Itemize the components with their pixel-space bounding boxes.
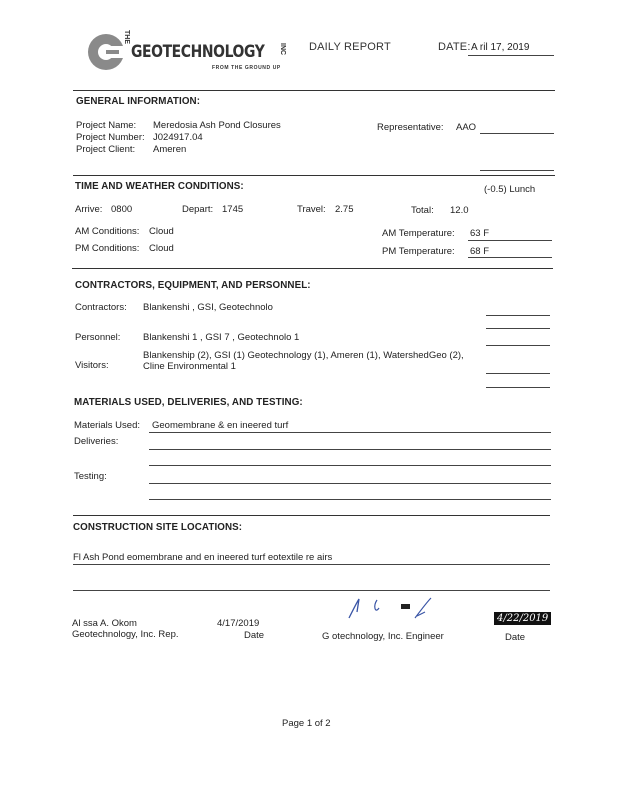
deliveries-line [149, 449, 551, 450]
blank-line [486, 373, 550, 374]
arrive-value: 0800 [111, 204, 133, 215]
materials-label: Materials Used: [74, 420, 140, 431]
project-name-value: Meredosia Ash Pond Closures [153, 120, 281, 131]
blank-line [486, 315, 550, 316]
blank-line [480, 170, 554, 171]
depart-value: 1745 [222, 204, 244, 215]
travel-value: 2.75 [335, 204, 354, 215]
lunch-note: (-0.5) Lunch [484, 184, 536, 195]
total-value: 12.0 [450, 205, 469, 216]
project-client-value: Ameren [153, 144, 187, 155]
project-number-value: J024917.04 [153, 132, 203, 143]
contractors-label: Contractors: [75, 302, 127, 313]
engineer-date-handwritten: 4/22/2019 [494, 612, 551, 625]
engineer-signature [345, 596, 435, 622]
am-temp-value: 63 F [470, 228, 490, 239]
testing-line [149, 483, 551, 484]
section-heading-contractors: CONTRACTORS, EQUIPMENT, AND PERSONNEL: [75, 280, 311, 291]
travel-label: Travel: [297, 204, 326, 215]
representative-underline [480, 133, 554, 134]
location-underline [73, 590, 550, 591]
rep-name: Al ssa A. Okom [72, 618, 137, 629]
date-label: DATE: [438, 41, 471, 53]
company-logo [86, 28, 286, 78]
project-client-label: Project Client: [76, 144, 136, 155]
logo-vertical-text: THE [123, 30, 130, 44]
logo-suffix: INC [279, 43, 286, 56]
divider [73, 515, 550, 516]
materials-underline [149, 432, 551, 433]
am-conditions-value: Cloud [149, 226, 174, 237]
engineer-date-caption: Date [505, 632, 526, 643]
project-name-label: Project Name: [76, 120, 137, 131]
visitors-value-line1: Blankenship (2), GSI (1) Geotechnology (1), Ameren (1), WatershedGeo (2), [143, 350, 464, 361]
pm-conditions-value: Cloud [149, 243, 174, 254]
blank-line [486, 328, 550, 329]
visitors-label: Visitors: [75, 360, 109, 371]
pm-temp-underline [468, 257, 552, 258]
arrive-label: Arrive: [75, 204, 103, 215]
location-underline [73, 564, 550, 565]
deliveries-label: Deliveries: [74, 436, 119, 447]
section-heading-materials: MATERIALS USED, DELIVERIES, AND TESTING: [74, 397, 303, 408]
divider [73, 175, 555, 176]
logo-mark [86, 30, 126, 74]
testing-label: Testing: [74, 471, 107, 482]
testing-line [149, 499, 551, 500]
page-number: Page 1 of 2 [282, 718, 331, 729]
report-title: DAILY REPORT [309, 41, 391, 53]
pm-conditions-label: PM Conditions: [75, 243, 140, 254]
total-label: Total: [411, 205, 434, 216]
depart-label: Depart: [182, 204, 214, 215]
section-heading-general: GENERAL INFORMATION: [76, 96, 201, 107]
deliveries-line [149, 465, 551, 466]
rep-date-caption: Date [244, 630, 265, 641]
personnel-label: Personnel: [75, 332, 121, 343]
am-temp-label: AM Temperature: [382, 228, 455, 239]
project-number-label: Project Number: [76, 132, 145, 143]
location-entry: Fl Ash Pond eomembrane and en ineered turf eotextile re airs [73, 552, 333, 563]
section-heading-weather: TIME AND WEATHER CONDITIONS: [75, 181, 244, 192]
date-value: A ril 17, 2019 [471, 42, 530, 53]
personnel-value: Blankenshi 1 , GSI 7 , Geotechnolo 1 [143, 332, 300, 343]
materials-value: Geomembrane & en ineered turf [152, 420, 289, 431]
logo-tagline: FROM THE GROUND UP [212, 65, 281, 71]
section-heading-locations: CONSTRUCTION SITE LOCATIONS: [73, 522, 243, 533]
pm-temp-label: PM Temperature: [382, 246, 455, 257]
contractors-value: Blankenshi , GSI, Geotechnolo [143, 302, 273, 313]
blank-line [486, 387, 550, 388]
am-conditions-label: AM Conditions: [75, 226, 140, 237]
engineer-title: G otechnology, Inc. Engineer [322, 631, 444, 642]
date-underline [468, 55, 554, 56]
pm-temp-value: 68 F [470, 246, 490, 257]
am-temp-underline [468, 240, 552, 241]
divider [72, 268, 553, 269]
blank-line [486, 345, 550, 346]
divider [73, 90, 555, 91]
rep-title: Geotechnology, Inc. Rep. [72, 629, 179, 640]
representative-label: Representative: [377, 122, 444, 133]
rep-date-value: 4/17/2019 [217, 618, 260, 629]
representative-value: AAO [456, 122, 477, 133]
logo-wordmark: GEOTECHNOLOGY [131, 42, 265, 62]
visitors-value-line2: Cline Environmental 1 [143, 361, 236, 372]
